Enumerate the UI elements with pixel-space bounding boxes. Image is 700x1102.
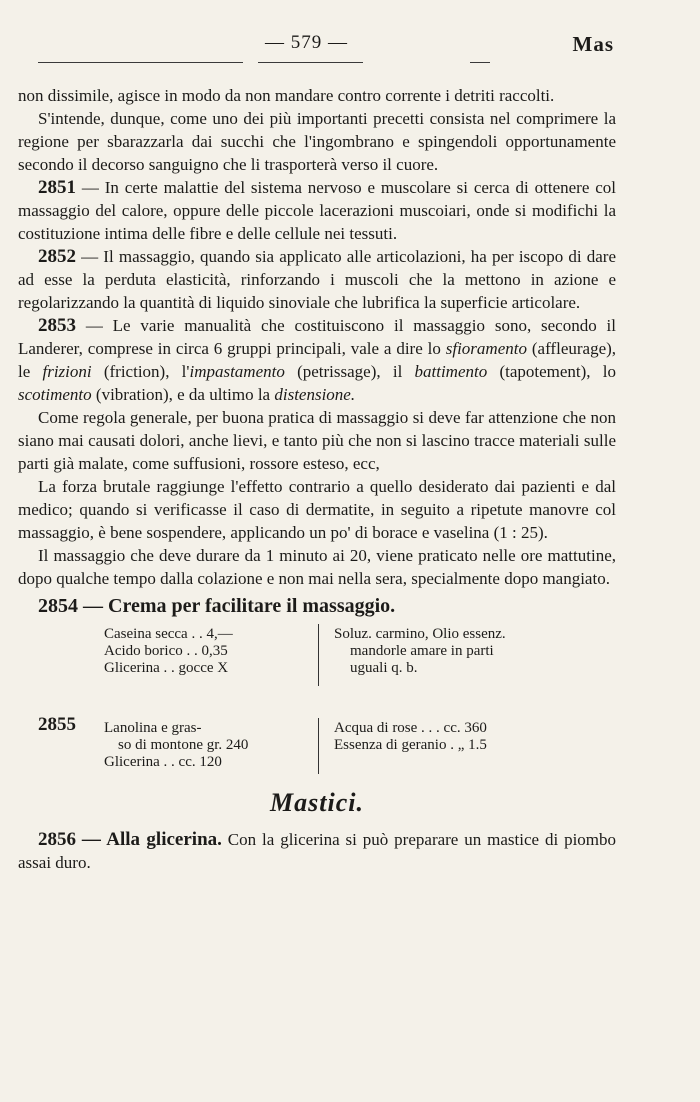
ingredient-line: uguali q. b. <box>350 660 418 676</box>
page-number: — 579 — <box>265 32 348 53</box>
ingredient-line: Caseina secca . . 4,— <box>104 626 233 642</box>
column-divider <box>318 624 319 686</box>
paragraph: S'intende, dunque, come uno dei più importanti precetti consista nel comprimere la regione per sbarazzarla dai succhi che l'ingombrano e spingendoli opportunamente secondo il decorso sanguigno che li trasporterà verso il cuore. <box>18 109 616 174</box>
column-divider <box>318 718 319 774</box>
entry-number: 2851 <box>38 177 76 198</box>
page-body <box>18 84 616 874</box>
ingredients-left <box>104 720 309 771</box>
ingredient-line: Lanolina e gras- <box>104 720 202 736</box>
entry-text: Con la glicerina si può preparare un mastice di piombo assai duro. <box>18 830 617 872</box>
entry-title: — Alla glicerina. <box>81 829 222 850</box>
entry-text: — In certe malattie del sistema nervoso e muscolare si cerca di ottenere col massaggio del calore, oppure delle piccole lacerazioni muscoiari, onde si modifichi la costituzione intima delle fibre e delle cellule nei tessuti. <box>18 178 617 243</box>
entry-text: (affleurage), le <box>18 339 617 381</box>
entry-text: (vibration), e da ultimo la <box>95 385 271 404</box>
entry-number: 2854 <box>38 595 78 617</box>
entry-text: (friction), l' <box>103 362 190 381</box>
paragraph: La forza brutale raggiunge l'effetto contrario a quello desiderato dai pazienti e dal medico; quando si verificasse il caso di dermatite, in seguito a ripetute manovre col massaggio, è bene sospendere, applicando un po' di borace e vaselina (1 : 25). <box>18 477 616 542</box>
page-header <box>0 30 700 70</box>
ingredient-line: Acqua di rose . . . cc. 360 <box>334 720 487 736</box>
running-head: Mas <box>572 32 614 56</box>
ingredient-line: Soluz. carmino, Olio essenz. <box>334 626 506 642</box>
ingredients-left <box>104 626 309 677</box>
italic-term: sfioramento <box>445 339 527 358</box>
italic-term: distensione. <box>274 385 356 404</box>
paragraph-2852 <box>18 245 616 314</box>
paragraph-2856 <box>18 828 616 874</box>
paragraph-2851 <box>18 176 616 245</box>
ingredient-line: Glicerina . . cc. 120 <box>104 754 222 770</box>
italic-term: scotimento <box>18 385 92 404</box>
paragraph: Come regola generale, per buona pratica di massaggio si deve far attenzione che non siano mai causati dolori, anche lievi, e tanto più che non si lascino tracce materiali sulle parti già malate, come suffusioni, rossore esteso, ecc, <box>18 408 616 473</box>
recipe-heading-2854 <box>38 592 616 620</box>
recipe-title: — Crema per facilitare il massaggio. <box>83 595 396 617</box>
italic-term: frizioni <box>42 362 92 381</box>
ingredients-right <box>334 720 604 754</box>
header-rule <box>470 62 490 63</box>
entry-text: (tapotement), lo <box>499 362 616 381</box>
italic-term: impastamento <box>189 362 285 381</box>
ingredient-line: Glicerina . . gocce X <box>104 660 229 676</box>
italic-term: battimento <box>414 362 488 381</box>
ingredient-line: so di montone gr. 240 <box>118 737 249 753</box>
ingredients-right <box>334 626 604 677</box>
entry-number: 2853 <box>38 315 76 336</box>
recipe-2855 <box>18 716 616 774</box>
header-rule <box>38 62 243 63</box>
paragraph-2853 <box>18 314 616 406</box>
header-rule <box>258 62 363 63</box>
section-title: Mastici. <box>270 788 364 817</box>
ingredient-line: Essenza di geranio . „ 1.5 <box>334 737 487 753</box>
ingredient-line: mandorle amare in parti <box>350 643 494 659</box>
entry-text: — Le varie manualità che costituiscono il massaggio sono, secondo il Landerer, comprese in circa 6 gruppi principali, vale a dire lo <box>18 316 616 358</box>
entry-number: 2855 <box>38 714 76 735</box>
recipe-2854-ingredients <box>18 622 616 710</box>
paragraph: Il massaggio che deve durare da 1 minuto ai 20, viene praticato nelle ore mattutine, dopo qualche tempo dalla colazione e non mai nella sera, specialmente dopo mangiato. <box>18 546 616 588</box>
entry-number: 2856 <box>38 829 76 850</box>
entry-text: (petrissage), il <box>297 362 403 381</box>
paragraph: non dissimile, agisce in modo da non mandare contro corrente i detriti raccolti. <box>18 86 555 105</box>
entry-text: — Il massaggio, quando sia applicato alle articolazioni, ha per iscopo di dare ad esse la perduta elasticità, rinforzando i muscoli che la mettono in azione e regolarizzando la quantità di liquido sinoviale che lubrifica la superficie articolare. <box>18 247 616 312</box>
ingredient-line: Acido borico . . 0,35 <box>104 643 228 659</box>
entry-number: 2852 <box>38 246 76 267</box>
